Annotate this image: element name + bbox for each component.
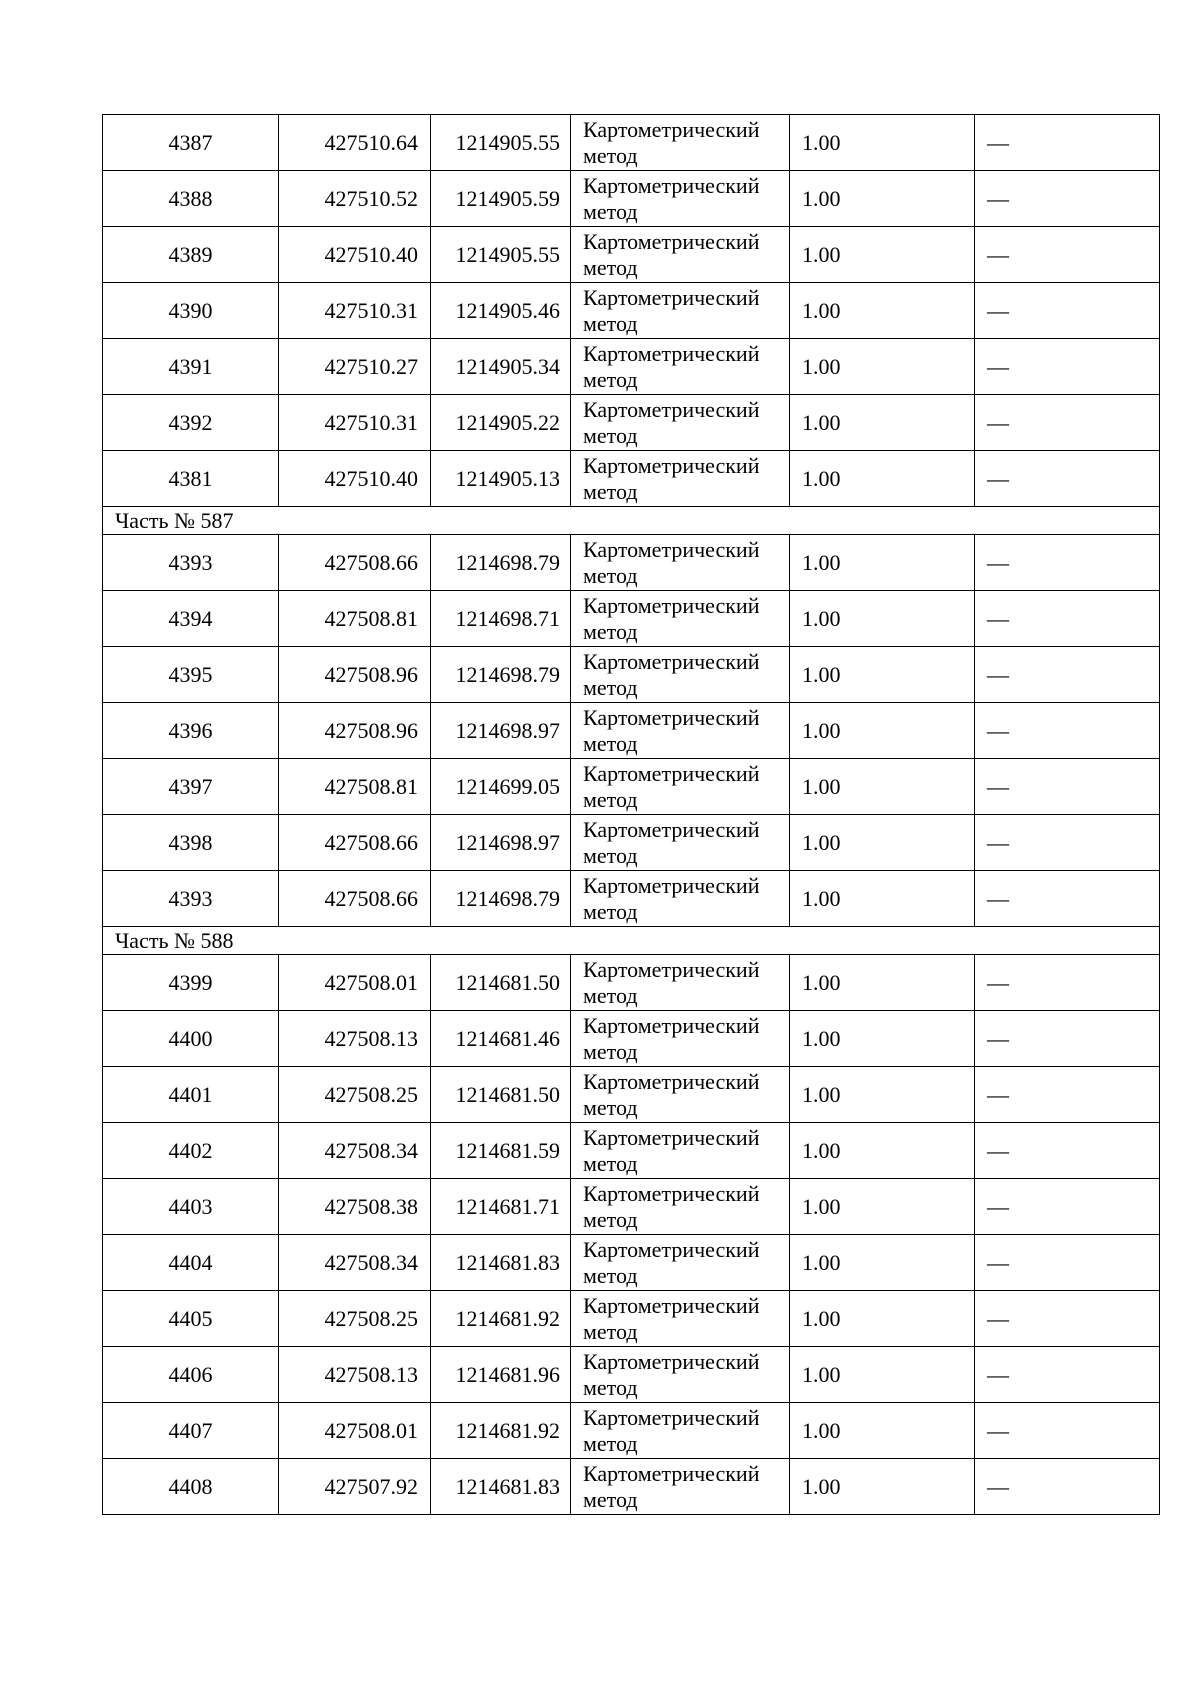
method-cell [571,1235,790,1291]
accuracy-cell: 1.00 [790,451,975,507]
accuracy-cell: 1.00 [790,115,975,171]
note-cell: — [975,871,1160,927]
method-line-1: Картометрический [583,816,760,842]
accuracy-cell: 1.00 [790,339,975,395]
note-cell: — [975,451,1160,507]
accuracy-cell: 1.00 [790,535,975,591]
method-cell [571,1291,790,1347]
point-number-cell: 4398 [103,815,279,871]
method-cell [571,871,790,927]
table-row [103,283,1160,339]
method-line-1: Картометрический [583,1236,760,1262]
method-line-1: Картометрический [583,1460,760,1486]
x-coordinate-cell: 427508.66 [279,815,431,871]
y-coordinate-cell: 1214681.96 [431,1347,571,1403]
y-coordinate-cell: 1214681.59 [431,1123,571,1179]
x-coordinate-cell: 427508.81 [279,759,431,815]
note-cell: — [975,1179,1160,1235]
x-coordinate-cell: 427510.40 [279,227,431,283]
method-cell [571,1123,790,1179]
accuracy-cell: 1.00 [790,227,975,283]
table-row [103,395,1160,451]
accuracy-cell: 1.00 [790,647,975,703]
accuracy-cell: 1.00 [790,1123,975,1179]
note-cell: — [975,283,1160,339]
y-coordinate-cell: 1214905.46 [431,283,571,339]
point-number-cell: 4399 [103,955,279,1011]
method-line-2: метод [583,478,638,504]
method-cell [571,1179,790,1235]
method-line-2: метод [583,366,638,392]
point-number-cell: 4389 [103,227,279,283]
accuracy-cell: 1.00 [790,1403,975,1459]
x-coordinate-cell: 427508.34 [279,1123,431,1179]
accuracy-cell: 1.00 [790,815,975,871]
section-label: Часть № 587 [103,507,1160,535]
accuracy-cell: 1.00 [790,1067,975,1123]
y-coordinate-cell: 1214699.05 [431,759,571,815]
section-header-row [103,927,1160,955]
note-cell: — [975,1067,1160,1123]
accuracy-cell: 1.00 [790,591,975,647]
section-header-row [103,507,1160,535]
accuracy-cell: 1.00 [790,283,975,339]
y-coordinate-cell: 1214698.79 [431,535,571,591]
method-cell [571,283,790,339]
method-cell [571,115,790,171]
method-line-1: Картометрический [583,452,760,478]
x-coordinate-cell: 427510.27 [279,339,431,395]
note-cell: — [975,115,1160,171]
note-cell: — [975,1403,1160,1459]
method-line-1: Картометрический [583,172,760,198]
method-cell [571,703,790,759]
y-coordinate-cell: 1214681.83 [431,1235,571,1291]
accuracy-cell: 1.00 [790,1347,975,1403]
accuracy-cell: 1.00 [790,171,975,227]
y-coordinate-cell: 1214681.46 [431,1011,571,1067]
accuracy-cell: 1.00 [790,395,975,451]
method-line-1: Картометрический [583,340,760,366]
accuracy-cell: 1.00 [790,1291,975,1347]
x-coordinate-cell: 427508.66 [279,871,431,927]
method-cell [571,647,790,703]
point-number-cell: 4390 [103,283,279,339]
table-row [103,703,1160,759]
method-cell [571,815,790,871]
note-cell: — [975,1347,1160,1403]
accuracy-cell: 1.00 [790,1179,975,1235]
method-cell [571,339,790,395]
y-coordinate-cell: 1214698.97 [431,703,571,759]
x-coordinate-cell: 427510.52 [279,171,431,227]
table-row [103,1403,1160,1459]
y-coordinate-cell: 1214905.13 [431,451,571,507]
method-cell [571,535,790,591]
method-cell [571,591,790,647]
table-row [103,339,1160,395]
method-line-2: метод [583,198,638,224]
table-row [103,759,1160,815]
note-cell: — [975,1123,1160,1179]
method-cell [571,955,790,1011]
method-line-1: Картометрический [583,648,760,674]
point-number-cell: 4406 [103,1347,279,1403]
accuracy-cell: 1.00 [790,1011,975,1067]
point-number-cell: 4395 [103,647,279,703]
accuracy-cell: 1.00 [790,1235,975,1291]
method-cell [571,227,790,283]
method-line-1: Картометрический [583,1404,760,1430]
note-cell: — [975,1291,1160,1347]
method-line-2: метод [583,422,638,448]
y-coordinate-cell: 1214681.92 [431,1403,571,1459]
table-row [103,647,1160,703]
method-line-2: метод [583,1374,638,1400]
method-line-1: Картометрический [583,1012,760,1038]
method-line-1: Картометрический [583,956,760,982]
method-line-2: метод [583,254,638,280]
method-cell [571,759,790,815]
point-number-cell: 4388 [103,171,279,227]
method-line-1: Картометрический [583,228,760,254]
accuracy-cell: 1.00 [790,955,975,1011]
table-row [103,1123,1160,1179]
method-line-1: Картометрический [583,704,760,730]
x-coordinate-cell: 427508.81 [279,591,431,647]
method-line-1: Картометрический [583,1292,760,1318]
x-coordinate-cell: 427510.64 [279,115,431,171]
point-number-cell: 4403 [103,1179,279,1235]
method-cell [571,451,790,507]
note-cell: — [975,535,1160,591]
method-line-2: метод [583,1038,638,1064]
table-row [103,535,1160,591]
point-number-cell: 4402 [103,1123,279,1179]
method-cell [571,1347,790,1403]
x-coordinate-cell: 427510.31 [279,283,431,339]
table-row [103,1011,1160,1067]
method-line-2: метод [583,310,638,336]
table-row [103,1067,1160,1123]
point-number-cell: 4407 [103,1403,279,1459]
accuracy-cell: 1.00 [790,759,975,815]
table-row [103,815,1160,871]
method-line-2: метод [583,982,638,1008]
method-cell [571,1403,790,1459]
y-coordinate-cell: 1214905.55 [431,227,571,283]
x-coordinate-cell: 427510.40 [279,451,431,507]
x-coordinate-cell: 427508.96 [279,703,431,759]
x-coordinate-cell: 427508.01 [279,1403,431,1459]
method-line-1: Картометрический [583,284,760,310]
point-number-cell: 4391 [103,339,279,395]
x-coordinate-cell: 427508.01 [279,955,431,1011]
method-line-1: Картометрический [583,536,760,562]
point-number-cell: 4400 [103,1011,279,1067]
y-coordinate-cell: 1214905.55 [431,115,571,171]
method-line-2: метод [583,142,638,168]
y-coordinate-cell: 1214681.83 [431,1459,571,1515]
method-line-1: Картометрический [583,396,760,422]
accuracy-cell: 1.00 [790,871,975,927]
note-cell: — [975,955,1160,1011]
method-cell [571,171,790,227]
method-line-2: метод [583,562,638,588]
method-line-1: Картометрический [583,592,760,618]
coordinates-table [102,114,1160,1515]
note-cell: — [975,227,1160,283]
y-coordinate-cell: 1214905.34 [431,339,571,395]
x-coordinate-cell: 427508.13 [279,1347,431,1403]
note-cell: — [975,647,1160,703]
table-row [103,1291,1160,1347]
method-line-1: Картометрический [583,116,760,142]
method-cell [571,395,790,451]
method-line-1: Картометрический [583,1180,760,1206]
y-coordinate-cell: 1214698.79 [431,647,571,703]
point-number-cell: 4397 [103,759,279,815]
table-row [103,1179,1160,1235]
table-body [103,115,1160,1515]
x-coordinate-cell: 427508.96 [279,647,431,703]
point-number-cell: 4392 [103,395,279,451]
point-number-cell: 4394 [103,591,279,647]
table-row [103,591,1160,647]
table-row [103,955,1160,1011]
point-number-cell: 4404 [103,1235,279,1291]
note-cell: — [975,1235,1160,1291]
method-line-2: метод [583,842,638,868]
note-cell: — [975,171,1160,227]
method-line-2: метод [583,674,638,700]
point-number-cell: 4387 [103,115,279,171]
y-coordinate-cell: 1214681.50 [431,955,571,1011]
method-cell [571,1459,790,1515]
method-line-2: метод [583,786,638,812]
note-cell: — [975,1459,1160,1515]
point-number-cell: 4381 [103,451,279,507]
accuracy-cell: 1.00 [790,703,975,759]
x-coordinate-cell: 427508.66 [279,535,431,591]
method-line-2: метод [583,618,638,644]
method-line-2: метод [583,1262,638,1288]
method-line-2: метод [583,1430,638,1456]
point-number-cell: 4393 [103,535,279,591]
method-cell [571,1011,790,1067]
y-coordinate-cell: 1214681.92 [431,1291,571,1347]
note-cell: — [975,339,1160,395]
y-coordinate-cell: 1214698.97 [431,815,571,871]
note-cell: — [975,815,1160,871]
table-row [103,451,1160,507]
y-coordinate-cell: 1214905.59 [431,171,571,227]
method-cell [571,1067,790,1123]
note-cell: — [975,759,1160,815]
method-line-2: метод [583,1486,638,1512]
table-row [103,1347,1160,1403]
x-coordinate-cell: 427508.25 [279,1067,431,1123]
method-line-2: метод [583,1150,638,1176]
note-cell: — [975,395,1160,451]
y-coordinate-cell: 1214698.71 [431,591,571,647]
method-line-1: Картометрический [583,1068,760,1094]
method-line-1: Картометрический [583,872,760,898]
method-line-2: метод [583,1206,638,1232]
x-coordinate-cell: 427508.34 [279,1235,431,1291]
table-row [103,171,1160,227]
table-row [103,1459,1160,1515]
y-coordinate-cell: 1214681.50 [431,1067,571,1123]
x-coordinate-cell: 427507.92 [279,1459,431,1515]
y-coordinate-cell: 1214698.79 [431,871,571,927]
y-coordinate-cell: 1214681.71 [431,1179,571,1235]
x-coordinate-cell: 427508.38 [279,1179,431,1235]
accuracy-cell: 1.00 [790,1459,975,1515]
y-coordinate-cell: 1214905.22 [431,395,571,451]
section-label: Часть № 588 [103,927,1160,955]
point-number-cell: 4405 [103,1291,279,1347]
table-row [103,227,1160,283]
point-number-cell: 4401 [103,1067,279,1123]
note-cell: — [975,703,1160,759]
method-line-1: Картометрический [583,1124,760,1150]
note-cell: — [975,1011,1160,1067]
point-number-cell: 4396 [103,703,279,759]
method-line-2: метод [583,898,638,924]
table-row [103,1235,1160,1291]
x-coordinate-cell: 427510.31 [279,395,431,451]
note-cell: — [975,591,1160,647]
method-line-2: метод [583,730,638,756]
method-line-1: Картометрический [583,1348,760,1374]
table-row [103,115,1160,171]
method-line-2: метод [583,1094,638,1120]
point-number-cell: 4393 [103,871,279,927]
table-row [103,871,1160,927]
method-line-1: Картометрический [583,760,760,786]
point-number-cell: 4408 [103,1459,279,1515]
method-line-2: метод [583,1318,638,1344]
x-coordinate-cell: 427508.25 [279,1291,431,1347]
x-coordinate-cell: 427508.13 [279,1011,431,1067]
